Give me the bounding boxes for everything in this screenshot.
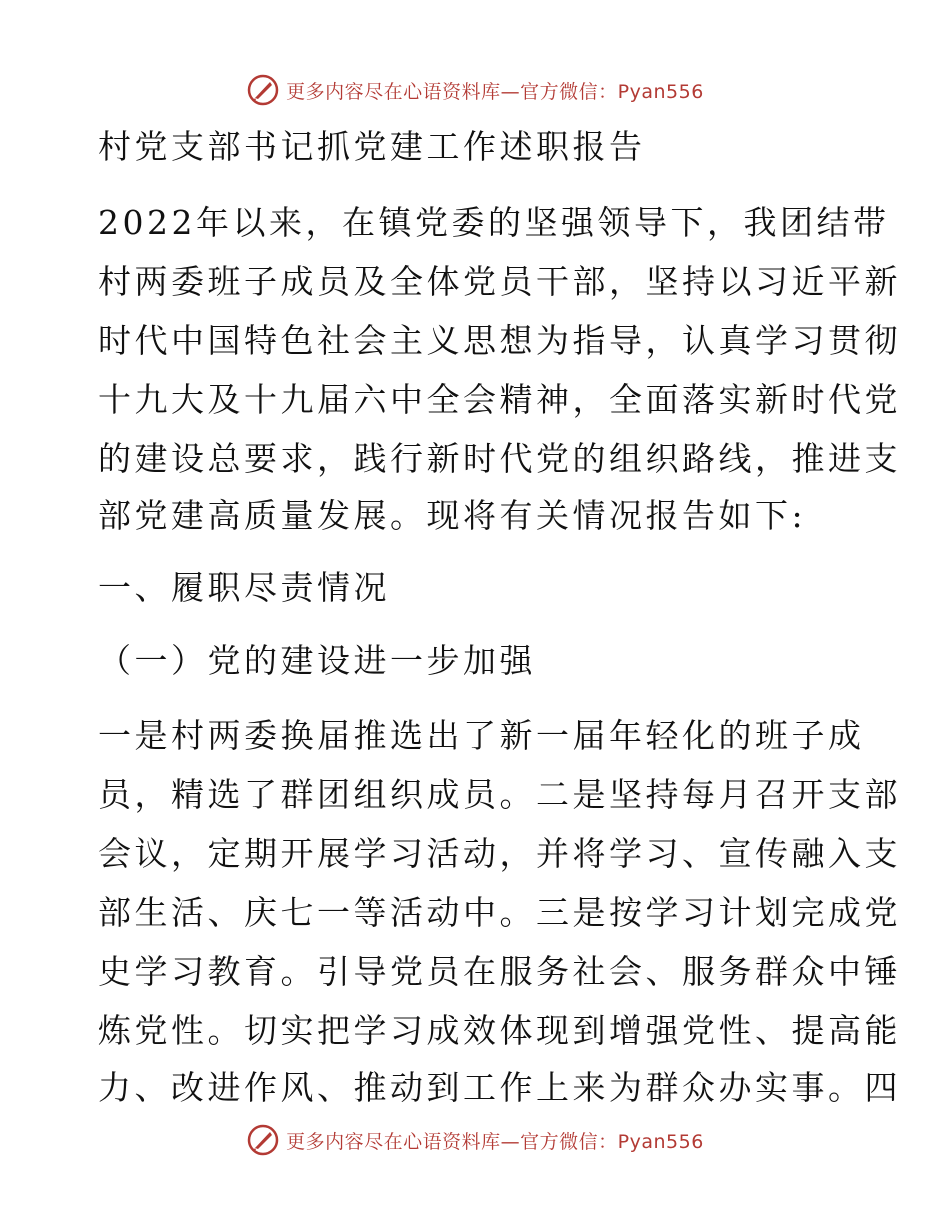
subsection-heading: （一）党的建设进一步加强 bbox=[98, 641, 536, 680]
body-line: 会议，定期开展学习活动，并将学习、宣传融入支 bbox=[98, 834, 901, 873]
intro-line: 的建设总要求，践行新时代党的组织路线，推进支 bbox=[98, 439, 901, 478]
watermark-banner-top bbox=[0, 70, 950, 110]
body-line: 炼党性。切实把学习成效体现到增强党性、提高能 bbox=[98, 1011, 901, 1050]
intro-line: 时代中国特色社会主义思想为指导，认真学习贯彻 bbox=[98, 321, 901, 360]
quill-logo-icon bbox=[246, 73, 280, 107]
watermark-banner-bottom bbox=[0, 1120, 950, 1160]
intro-line: 部党建高质量发展。现将有关情况报告如下: bbox=[98, 496, 807, 535]
section-heading: 一、履职尽责情况 bbox=[98, 568, 390, 607]
body-line: 部生活、庆七一等活动中。三是按学习计划完成党 bbox=[98, 893, 901, 932]
body-line: 力、改进作风、推动到工作上来为群众办实事。四 bbox=[98, 1068, 901, 1107]
quill-logo-icon bbox=[246, 1123, 280, 1157]
intro-line: 村两委班子成员及全体党员干部，坚持以习近平新 bbox=[98, 262, 901, 301]
body-line: 史学习教育。引导党员在服务社会、服务群众中锤 bbox=[98, 952, 901, 991]
intro-line: 2022年以来，在镇党委的坚强领导下，我团结带 bbox=[98, 203, 890, 242]
document-title: 村党支部书记抓党建工作述职报告 bbox=[98, 127, 646, 166]
body-line: 员，精选了群团组织成员。二是坚持每月召开支部 bbox=[98, 775, 901, 814]
watermark-text: 更多内容尽在心语资料库—官方微信：Pyan556 bbox=[286, 1130, 704, 1153]
intro-line: 十九大及十九届六中全会精神，全面落实新时代党 bbox=[98, 380, 901, 419]
watermark-text: 更多内容尽在心语资料库—官方微信：Pyan556 bbox=[286, 80, 704, 103]
body-line: 一是村两委换届推选出了新一届年轻化的班子成 bbox=[98, 716, 865, 755]
